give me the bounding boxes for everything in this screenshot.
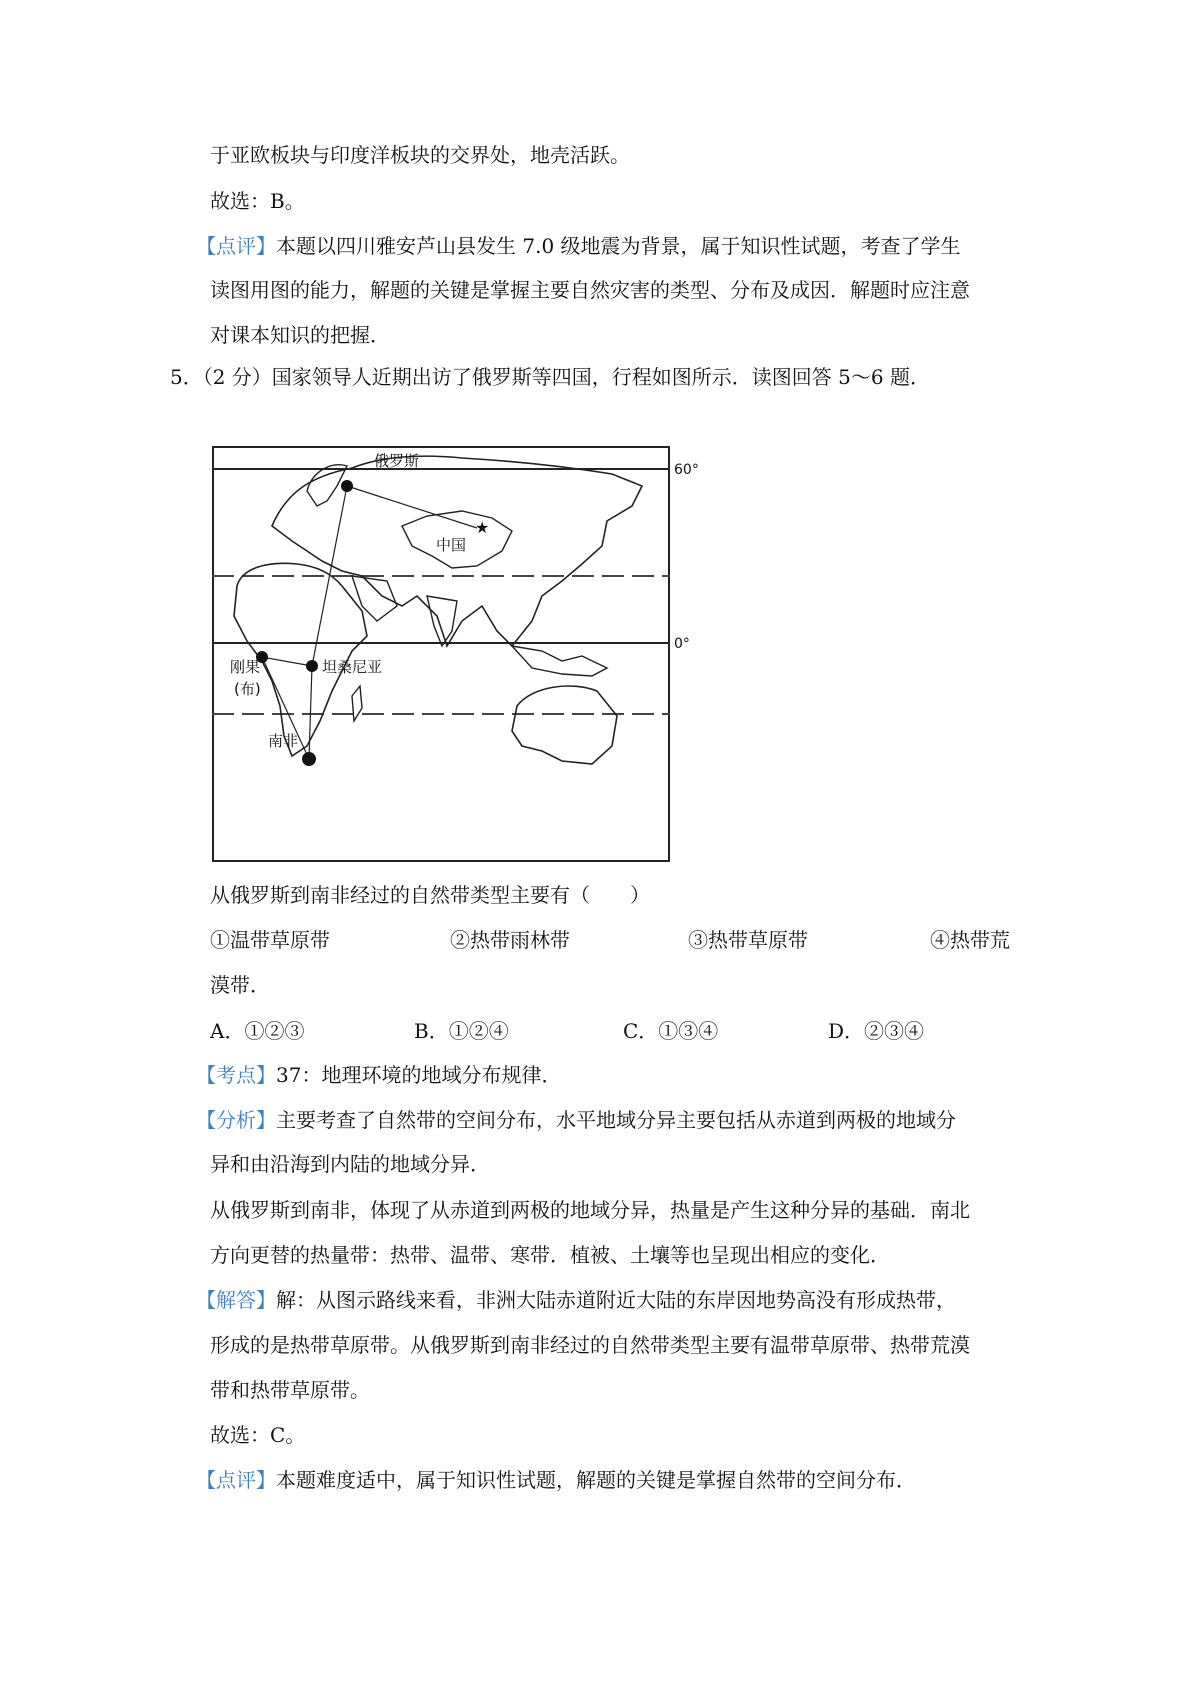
choice-a: A．①②③ [210, 1019, 305, 1043]
review-text: 本题以四川雅安芦山县发生 7.0 级地震为背景，属于知识性试题，考查了学生 [276, 234, 961, 258]
fenxi-line [196, 1108, 956, 1132]
india-outline [427, 596, 457, 646]
choice-c: C．①③④ [623, 1019, 719, 1043]
item-4: ④热带荒 [930, 928, 1010, 952]
choice-b: B．①②④ [414, 1019, 509, 1043]
label-lat-0: 0° [674, 636, 690, 652]
answer-line: 故选：B。 [210, 189, 305, 213]
label-congo: 刚果 [230, 658, 261, 676]
item-4-tail: 漠带． [210, 973, 270, 997]
australia-outline [512, 686, 617, 764]
kaodian-text: 37：地理环境的地域分布规律． [276, 1063, 562, 1087]
jieda-text: 解：从图示路线来看，非洲大陆赤道附近大陆的东岸因地势高没有形成热带， [276, 1288, 956, 1312]
question-stem: 5．（2 分）国家领导人近期出访了俄罗斯等四国，行程如图所示．读图回答 5～6 题． [170, 365, 930, 389]
question-prompt: 从俄罗斯到南非经过的自然带类型主要有（ ） [210, 883, 650, 907]
dianping-tag: 【点评】 [196, 1468, 276, 1492]
item-3: ③热带草原带 [688, 928, 808, 952]
kaodian-line [196, 1063, 561, 1087]
label-south-africa: 南非 [268, 732, 299, 750]
route-line [262, 486, 477, 759]
kaodian-tag: 【考点】 [196, 1063, 276, 1087]
tanzania-dot [306, 660, 318, 672]
dianping-line [196, 1468, 916, 1492]
fenxi-line-2: 异和由沿海到内陆的地域分异． [210, 1152, 490, 1176]
label-lat-60: 60° [674, 462, 699, 478]
jieda-line [196, 1288, 956, 1312]
label-china: 中国 [436, 536, 467, 554]
indonesia-outline [512, 646, 607, 676]
answer-line-2: 故选：C。 [210, 1423, 306, 1447]
label-congo-sub: (布) [234, 680, 261, 698]
china-star: ★ [475, 518, 490, 537]
russia-dot [341, 480, 353, 492]
jieda-line-2: 形成的是热带草原带。从俄罗斯到南非经过的自然带类型主要有温带草原带、热带荒漠 [210, 1333, 970, 1357]
label-russia: 俄罗斯 [374, 452, 420, 470]
jieda-tag: 【解答】 [196, 1288, 276, 1312]
dianping-text: 本题难度适中，属于知识性试题，解题的关键是掌握自然带的空间分布． [276, 1468, 916, 1492]
item-1: ①温带草原带 [210, 928, 330, 952]
fenxi-text: 主要考查了自然带的空间分布，水平地域分异主要包括从赤道到两极的地域分 [276, 1108, 956, 1132]
choice-d: D．②③④ [828, 1019, 925, 1043]
fenxi-line-4: 方向更替的热量带：热带、温带、寒带．植被、土壤等也呈现出相应的变化． [210, 1243, 890, 1267]
label-tanzania: 坦桑尼亚 [322, 658, 383, 676]
route-map [212, 446, 732, 862]
jieda-line-3: 带和热带草原带。 [210, 1378, 370, 1402]
arabia-outline [352, 576, 397, 621]
review-line-2: 读图用图的能力，解题的关键是掌握主要自然灾害的类型、分布及成因．解题时应注意 [210, 278, 970, 302]
madagascar-outline [352, 686, 362, 721]
review-tag: 【点评】 [196, 234, 276, 258]
south-africa-dot [302, 752, 316, 766]
text-line: 于亚欧板块与印度洋板块的交界处，地壳活跃。 [210, 143, 630, 167]
review-line-3: 对课本知识的把握． [210, 323, 390, 347]
fenxi-tag: 【分析】 [196, 1108, 276, 1132]
review-line [196, 234, 961, 258]
item-2: ②热带雨林带 [450, 928, 570, 952]
fenxi-line-3: 从俄罗斯到南非，体现了从赤道到两极的地域分异，热量是产生这种分异的基础．南北 [210, 1198, 970, 1222]
